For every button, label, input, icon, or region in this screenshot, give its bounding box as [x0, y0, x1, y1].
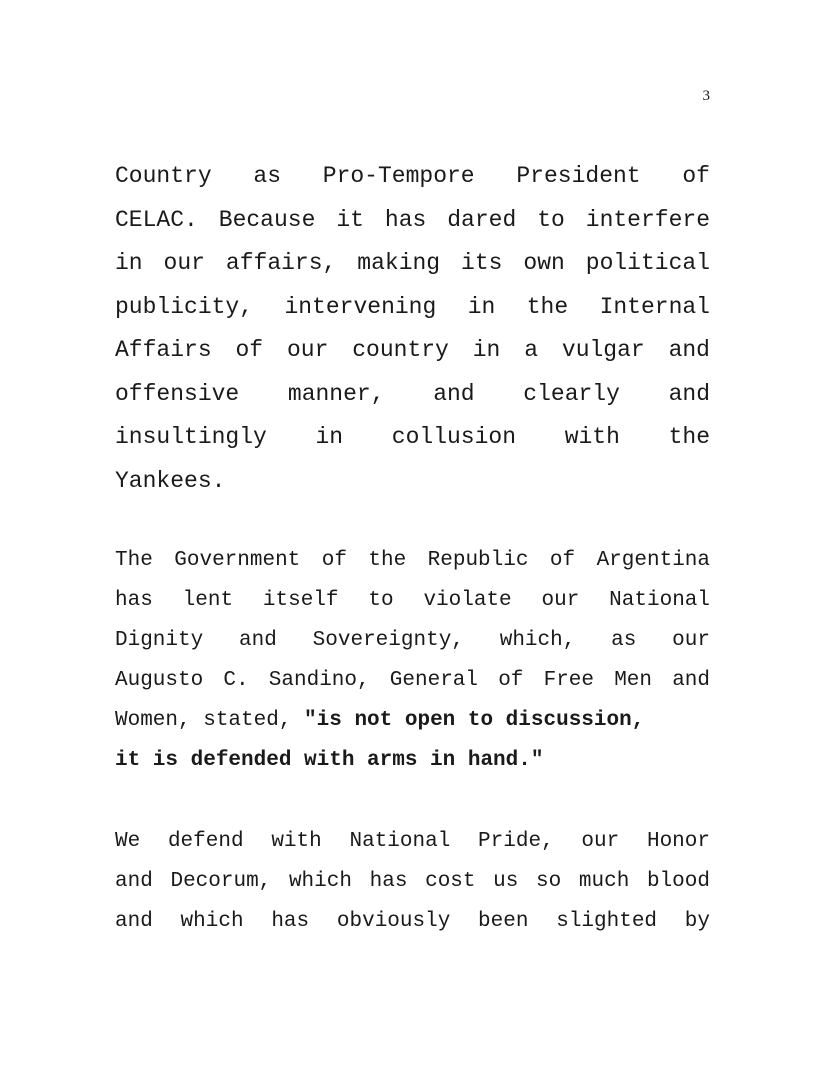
- plain-text: Women, stated,: [115, 709, 292, 732]
- text-line: offensive manner, and clearly and: [115, 380, 710, 407]
- text-line: and which has obviously been slighted by: [115, 910, 710, 933]
- sandino-quote: "is not open to discussion,: [304, 709, 645, 732]
- paragraph-1: [115, 155, 710, 503]
- text-line: Country as Pro-Tempore President of: [115, 163, 710, 189]
- text-line: The Government of the Republic of Argentina: [115, 549, 710, 572]
- text-line: Affairs of our country in a vulgar and: [115, 337, 710, 363]
- text-line: publicity, intervening in the Internal: [115, 293, 710, 320]
- text-line: Yankees.: [115, 467, 226, 494]
- text-line: has lent itself to violate our National: [115, 589, 710, 612]
- text-line: [115, 701, 710, 741]
- text-line: insultingly in collusion with the: [115, 424, 710, 450]
- page-number: 3: [702, 88, 710, 104]
- sandino-quote-continued: it is defended with arms in hand.": [115, 749, 544, 772]
- text-line: CELAC. Because it has dared to interfere: [115, 206, 710, 233]
- text-line: We defend with National Pride, our Honor: [115, 830, 710, 853]
- text-line: in our affairs, making its own political: [115, 250, 710, 276]
- text-line: Augusto C. Sandino, General of Free Men and: [115, 669, 710, 692]
- paragraph-2: [115, 541, 710, 781]
- text-line: and Decorum, which has cost us so much blood: [115, 870, 710, 893]
- paragraph-3: [115, 822, 710, 942]
- text-line: Dignity and Sovereignty, which, as our: [115, 629, 710, 652]
